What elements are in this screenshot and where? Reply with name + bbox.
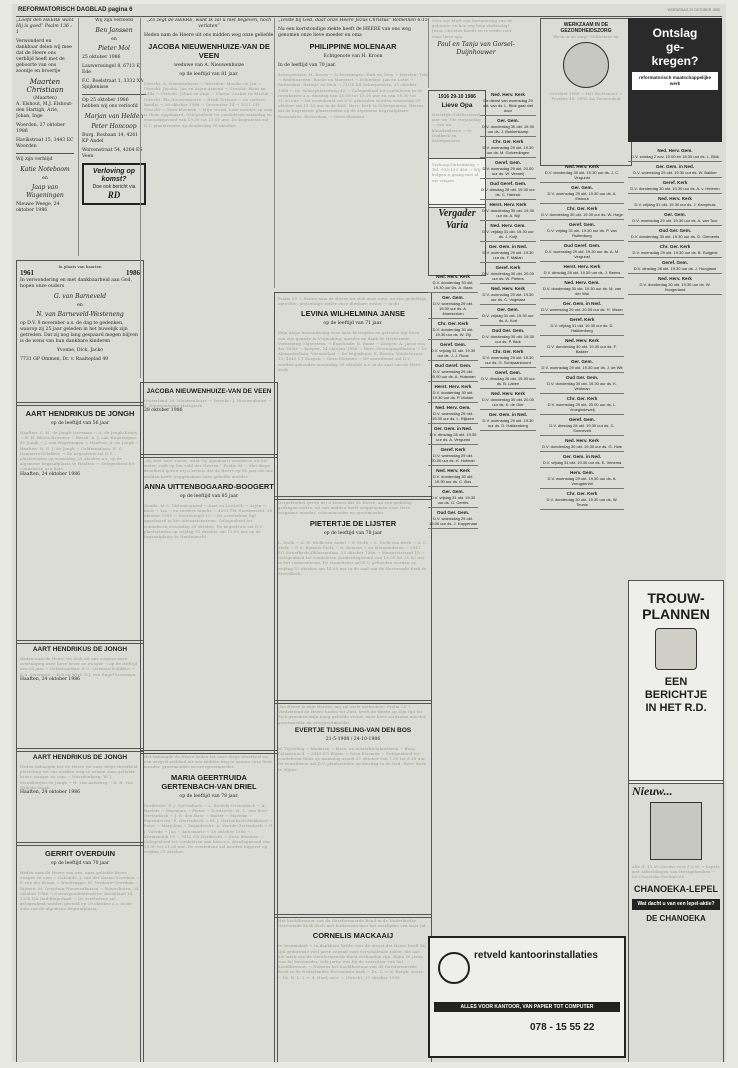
- obituary-cornelis: Het hoofdbestuur van de Gereformeerde Bond in de Nederlandse Hervormde Kerk deelt met leedwezen mee het overlijden van haar lid CORNELIS MACKAAIJ te Veenendaal ¬ In dankbare liefde voor de dienst die Heere heeft bij tijd gedurende veel jaren zegend voor verschillende taken, die aan het werk van de Gereformeerde Bond verbonden zijn. Bijna 20 jaren was hij bestuurder, vele jaren was hij de voorzitter van het hoofdbestuur. ¬ Namens het hoofdbestuur van de Gereformeerde Bond in de Nederlandse Hervormde Kerk ¬ Ds. C. v. d. Bergh, voorz. ¬ Ds. R. L. I. v. d. Hoef, secr. ¬ Utrecht, 27 oktober 1986: [274, 914, 432, 1062]
- obituary-levina-date: op de leeftijd van 71 jaar.: [323, 321, 383, 327]
- thanks-label: Wij zijn verblijd: [16, 157, 53, 162]
- obituary-philippine-text: Na een kortstondige ziekte heeft de HEERE van ons weg genomen onze lieve moeder en oma: [278, 27, 411, 38]
- birth-address: Havikstraat 15, 3443 EC Woerden: [16, 138, 74, 149]
- church-item: Herv. Gem. D.V. woensdag 29 okt. 19.30 uur ds. A. Vreugdenhil: [540, 468, 624, 489]
- varia-logo: Varia: [445, 220, 469, 231]
- church-item: Ned. Herv. Gem. D.V. donderdag 30 okt. 19.30 uur ds. M. van der Wal: [540, 278, 624, 299]
- obituary-aart-1: AART HENDRIKUS DE JONGH op de leeftijd van 56 jaar Haaften: C. M. de Jongh-Liverman ¬ A. de Jongh-Kruijs ¬ R. H. Bloem-Brouwer ¬ Beesd: A. J. van Wageningen-de Jongh ¬ J. van Wageningen ¬ Haaften: A. de Jongh ¬ Haaften: W. G. J. de Jongh ¬ Geldermalsen: E. G. Dammers-Schiffers ¬ De begrafenis zal D.V. plaatsvinden op woensdag 29 oktober a.s. op de algemene begraafplaats te Haaften ¬ Gelegenheid tot condoleren aan huis. Haaften, 24 oktober 1986: [16, 402, 144, 644]
- church-item: Ned. Herv. Kerk D.V. woensdag 29 okt. 19.30 uur ds. C. Vogelaar: [480, 284, 536, 305]
- obituary-lijster-date: op de leeftijd van 78 jaar: [323, 530, 383, 536]
- child-nick: (Maarten): [33, 96, 57, 101]
- engaged-date: 25 oktober 1986: [82, 55, 121, 60]
- wedding-body: op D.V. 8 november a.s. de dag te gedenken, waarop zij 25 jaar geleden in het huwelijk zijn getreden. Dat zij nog lang gespaard mogen blijven is de wens van hun dankbare kinderen: [20, 321, 138, 344]
- family-notice: Voor ons blijft een herinnering van de geboorte en hoe erg hem verkondigt Jezus Christus Kondt en is vrede voor onze lieve opa Paul en Tanja van Gorsel-Duijnhouwer: [428, 18, 520, 88]
- church-item: Geref. Gem. D.V. vrijdag 31 okt. 19.30 uur ds. P. van Ruitenburg: [540, 220, 624, 241]
- engaged-addr-four: Wolvenstraat 54, 4264 ES Veen: [82, 148, 143, 159]
- obituary-gerrit-date: op de leeftijd van 70 jaar: [50, 861, 110, 866]
- obituary-jacoba-2-name: JACOBA NIEUWENHUIZE-VAN DE VEEN: [146, 388, 272, 395]
- wedding-anniversary: [16, 260, 144, 406]
- church-list-d: [628, 146, 722, 576]
- church-item: Ned. Herv. Gem. D.V. zondag 2 nov. 10.00 en 18.30 uur ds. L. Blok: [628, 146, 722, 162]
- church-item: Geref. Gem. D.V. dinsdag 28 okt. 19.30 uur ds. C. Sonnevelt: [540, 415, 624, 436]
- church-item: Ned. Herv. Gem. D.V. vrijdag 31 okt. 19.30 uur ds. J. Kuijt: [480, 221, 536, 242]
- obituary-lijster-name: PIETERTJE DE LIJSTER: [309, 518, 397, 528]
- newspaper-page: [12, 4, 726, 1062]
- church-item: Ger. Gem. D.V. woensdag 29 okt. 19.30 uur ds. A. Elshout: [540, 183, 624, 204]
- verloving-ad: [82, 163, 146, 205]
- church-item: Ned. Herv. Kerk D.V. donderdag 30 okt. 19.30 uur ds. J. C. Vergunst: [540, 162, 624, 183]
- obituary-jacoba-2-date: 28 oktober 1986: [144, 408, 183, 414]
- ontslag-org: reformatorisch maatschappelijke werk: [632, 72, 718, 90]
- obituary-maria: Het behaagde de Heere heden tot onze diepe droefheid na een zorgvol ziekbed uit ons midden weg te nemen onze lieve moeder, grootmoeder en overgrootmoeder. MARIA GEERTRUIDA GERTENBACH-VAN DRIEL op de leeftijd van 78 jaar. Dordrecht: P. J. Gertenbach ¬ L. Roelofs-Gertenbach ¬ A. Roelofs ¬ Marianne ¬ Pieter ¬ Dordrecht: M. C. den Boer-Gertenbach ¬ J. G. den Boer ¬ Walter ¬ Marieke ¬ Papendrecht: E. Gertenbach ¬ M. J. Gertenbach-Makkinen ¬ Peter ¬ Marjolein ¬ Zwijndrecht: A. Voerde-Gertenbach ¬ H. J. Voerde ¬ Jan ¬ Annemarie ¬ 26 oktober 1986 ¬ Kromandijk 19 ¬ 3312 CD Dordrecht ¬ Geen bloemen ¬ Gelegenheid tot condoleren aan huis a.s. dinsdagavond van 19.30 tot 21.00 uur. De overledene zal worden bijgezet op vrijdag 31 oktober.: [140, 750, 278, 1062]
- trouwplannen-line-five: IN HET R.D.: [645, 702, 707, 714]
- church-item: Oud Geref. Gem. D.V. woensdag 29 okt. 19.30 uur ds. A. M. Vergunst: [540, 241, 624, 262]
- page-header-date: WOENSDAG 29 OKTOBER 1986: [667, 8, 720, 12]
- lieve-opa-dates: 1916 29-10 1986: [438, 94, 476, 100]
- obituary-philippine-date: In de leeftijd van 70 jaar.: [278, 63, 337, 68]
- obituary-maria-date: op de leeftijd van 78 jaar.: [179, 793, 239, 799]
- obituary-tijsseling-dates: 21-5-1908 / 24-10-1986: [325, 736, 381, 742]
- church-item: Chr. Ger. Kerk D.V. woensdag 29 okt. 19.30 uur ds. M. Golverdingen: [480, 137, 536, 158]
- birth-announcement: [16, 18, 74, 256]
- obituary-aart-3-name: AART HENDRIKUS DE JONGH: [32, 754, 128, 761]
- obituary-aart-3-place: Haaften, 24 oktober 1986: [20, 790, 81, 796]
- engaged-name-two: Pieter Mol: [98, 45, 130, 52]
- obituary-jacoba-sub: weduwe van A. Nieuwenhuize: [174, 63, 244, 68]
- church-item: Chr. Ger. Kerk D.V. donderdag 30 okt. 19.30 uur ds. W. Teunis: [540, 489, 624, 510]
- engaged-name-three: Marjan van Helden: [84, 113, 144, 120]
- church-item: Ger. Gem. D.V. woensdag 29 okt. 19.30 uur ds. A. van Toor: [628, 210, 722, 226]
- obituary-anna: „Zij zeet hare zonen; want Gij openbaart wonderen uit het water; rijdt op het veld des Heeren.” Psalm 98 ¬ Met diepe droefheid geven wij u kennis dat de Heere op 85 jaar uit ons midden heeft weggenomen onze geliefde moeder. ANNA UITTENBOGAARD-BOOGERT op de leeftijd van 85 jaar Gouda: M.C. Uittenbogaard ¬ Aart en Liesbeth ¬ Arjen ¬ Roos ¬ Lia ¬ en verdere familie ¬ 4201 PM Hardinxveld, 26 oktober 1986 ¬ Noordsingel 12 ¬ De overledene ligt opgebaard in het uitvaartcentrum. Gelegenheid tot condoleren woensdag 29 oktober. De begrafenis zal D.V. plaatsvinden op vrijdag 31 oktober om 11.00 uur op de begraafplaats te Hardinxveld.: [140, 454, 278, 754]
- sibling-one: Katie Noteboom: [20, 166, 70, 173]
- trouwplannen-line-two: PLANNEN: [642, 606, 710, 622]
- church-item: Ned. Herv. Kerk D.V. donderdag 30 okt. 19.30 uur Ds. A. Baas: [428, 272, 478, 293]
- church-item: Chr. Ger. Kerk D.V. woensdag 29 okt. 19.30 uur ds. B. Ruijgrok: [628, 242, 722, 258]
- wedding-text: In verwondering en met dankbaarheid aan God, hopen onze ouders: [20, 278, 132, 289]
- obituary-jacoba-name: JACOBA NIEUWENHUIZE-VAN DE VEEN: [148, 42, 270, 60]
- retveld-brand: retveld kantoorinstallaties: [474, 950, 598, 961]
- family-notice-pair: Paul en Tanja van Gorsel-Duijnhouwer: [437, 40, 515, 56]
- church-item: Ned. Herv. Gem. D.V. woensdag 29 okt. 19.30 uur ds. L. Rijksen: [428, 403, 478, 424]
- obituary-maria-name: MARIA GEERTRUIDA GERTENBACH-VAN DRIEL: [161, 772, 257, 791]
- church-item: Oud Geref. Gem. D.V. dinsdag 28 okt. 19.30 uur ds. C. Harinck: [480, 179, 536, 200]
- obituary-jacoba-text: Heden nam de Heere uit ons midden weg onze geliefde: [144, 33, 274, 38]
- nieuw-label: Nieuw...: [632, 784, 673, 798]
- church-item: Ger. Gem. in Ned. D.V. woensdag 29 okt. 19.30 uur ds. W. Bakker: [628, 162, 722, 178]
- rd-logo: RD: [107, 190, 121, 200]
- spoon-icon: [650, 802, 702, 860]
- lieve-opa-title: Lieve Opa: [441, 102, 473, 109]
- obituary-philippine-quote: „Tevde bij God, daar onze Heere Jezus Christus” Romeinen 6:15: [278, 18, 428, 23]
- church-item: Herst. Herv. Kerk D.V. donderdag 30 okt. 19.30 uur ds. P. Mulder: [428, 382, 478, 403]
- trouwplannen-line-three: EEN: [664, 676, 688, 688]
- obituary-aart-1-date: op de leeftijd van 56 jaar: [50, 421, 110, 426]
- church-item: Geref. Gem. D.V. dinsdag 28 okt. 19.30 uur ds. J. Hoogland: [628, 258, 722, 274]
- church-item: Ned. Herv. Kerk D.V. donderdag 30 okt. 20.00 uur ds. K. de Gier: [480, 389, 536, 410]
- church-item: Oud Ger. Gem. D.V. donderdag 30 okt. 19.30 uur ds. P. Blok: [480, 326, 536, 347]
- obituary-aart-2-place: Haaften, 24 oktober 1986: [20, 676, 81, 682]
- sibling-en: en: [42, 176, 48, 181]
- obituary-tijsseling-name: EVERTJE TIJSSELING-VAN DEN BOS: [294, 726, 412, 734]
- lieve-opa-ad: 1916 29-10 1986 Lieve Opa Hartelijk Gefeliciteerd met uw 70e verjaardag ¬ van uw kleinkinderen ¬ te Oudkerk en Scherpenisse: [428, 90, 486, 162]
- church-item: Geref. Kerk D.V. woensdag 29 okt. 20.00 uur ds. H. Hofman: [428, 445, 478, 466]
- church-item: Oud Geref. Gem. D.V. woensdag 29 okt. 20.00 uur ds. A. Huisman: [428, 361, 478, 382]
- church-item: Chr. Ger. Kerk D.V. donderdag 30 okt. 19.30 uur ds. W. Hage: [540, 204, 624, 220]
- ontslag-line-two: ge-: [666, 40, 684, 54]
- obituary-jacoba-2: JACOBA NIEUWENHUIZE-VAN DE VEEN Oosterland: M. Nieuwenhuize ¬ Yerseke: J. Nieuwenhuize ¬ T. Nieuwenhuize-Mattijssen 28 oktober 1986: [140, 382, 278, 458]
- retveld-logo-icon: [438, 952, 470, 984]
- vergader-logo: Vergader: [438, 208, 476, 219]
- engaged-announce: Op 25 oktober 1986 hebben wij ons verloofd: [82, 98, 138, 109]
- church-item: Ger. Gem. in Ned. D.V. dinsdag 28 okt. 19.30 uur ds. A. Vergunst: [428, 424, 478, 445]
- child-name: Maarten Christiaan: [26, 78, 64, 94]
- obituary-philippine-name: PHILIPPINE MOLENAAR: [309, 42, 397, 51]
- obituary-aart-1-name: AART HENDRIKUS DE JONGH: [25, 409, 135, 418]
- church-item: Ned. Herv. Kerk D.V. donderdag 30 okt. 19.30 uur ds. C. Bos: [428, 466, 478, 487]
- wedding-year-one: 1961: [20, 269, 34, 277]
- obituary-aart-2-name: AART HENDRIKUS DE JONGH: [32, 646, 128, 653]
- page-header: [16, 6, 722, 17]
- birth-place-date: Woerden, 27 oktober 1986: [16, 123, 65, 134]
- obituary-gerrit-name: GERRIT OVERDUIN: [44, 849, 115, 858]
- engaged-name-one: Ben Janssen: [95, 27, 133, 34]
- wedding-en: en: [77, 303, 83, 308]
- church-item: Ger. Gem. in Ned. D.V. woensdag 29 okt. 20.00 uur ds. H. Visser: [540, 299, 624, 315]
- verloving-ad-title: Verloving op komst?: [92, 168, 136, 183]
- verloving-ad-sub: Doe ook bericht via: [92, 184, 136, 190]
- wedding-address: 7731 GP Ommen, Dr. v. Raalteplad 49: [20, 357, 109, 362]
- ontslag-line-three: kregen?: [651, 54, 699, 68]
- church-item: Chr. Ger. Kerk D.V. donderdag 30 okt. 19.30 uur ds. W. Zijl: [428, 319, 478, 340]
- church-item: Oud Ger. Gem. D.V. woensdag 29 okt. 19.30 uur ds. J. Koppenaal: [428, 508, 478, 529]
- obituary-levina-name: LEVINA WILHELMINA JANSE: [300, 309, 406, 319]
- church-item: Chr. Ger. Kerk D.V. woensdag 29 okt. 19.30 uur ds. G. Schipaanboord: [480, 347, 536, 368]
- trouwplannen-ad: [628, 580, 724, 784]
- wedding-children: Yvonne, Dick, Jacko: [56, 348, 104, 353]
- obituary-jacoba-date: op de leeftijd van 81 jaar.: [179, 72, 239, 77]
- nieuw-chanoeka-ad: Nieuw... Alle d. 12,50 slechts voor ƒ 9,95 ¬ Lepels met afbeeldingen van feestgebruiken ¬ De Chanoeka Postbus 65 CHANOEKA-LEPEL Wat dacht u van een lepel-aktie? DE CHANOEKA: [628, 780, 724, 1062]
- chanoeka-brand: DE CHANOEKA: [646, 913, 706, 923]
- page-header-title: REFORMATORISCH DAGBLAD pagina 6: [18, 7, 133, 13]
- church-item: Geref. Kerk D.V. vrijdag 31 okt. 19.30 uur ds. D. Hakkenberg: [540, 315, 624, 336]
- sibling-address: Nieuwe Weege, 24 oktober 1986: [16, 202, 60, 213]
- vergader-varia-ad: [428, 204, 486, 276]
- engaged-line: Wij zijn verloofd: [95, 18, 133, 23]
- retveld-phone: 078 - 15 55 22: [530, 1022, 595, 1033]
- church-list-b: [480, 90, 536, 932]
- church-item: Ned. Herv. Kerk D.V. donderdag 30 okt. 19.30 uur ds. W. Hoogerland: [628, 274, 722, 295]
- engagement-announcements: [78, 18, 146, 256]
- gezondheidszorg-sub: Werk in de zorg? Solliciteer en: [553, 34, 619, 39]
- obituary-philippine-sub: Echtgenote van H. Kroon: [323, 54, 383, 59]
- gezondheidszorg-ad: WERKZAAM IN DE GEZONDHEIDSZORG Werk in de zorg? Solliciteer en Overleef 1986 ¬ Het Richtsnoer ¬ Postbus 48, 3900 AA Veenendaal: [540, 18, 632, 166]
- obituary-aart-3: AART HENDRIKUS DE JONGH Heden behaagde het de Heere tot onze diepe droefheid plotseling wit ons midden weg te nemen onze geliefde broer, zwager en oom ¬ Waardenburg: W. J. Steenbergen-de Jongh ¬ H. van Aalsburg ¬ A. H. van Wijk-de Jongh. Haaften, 24 oktober 1986: [16, 748, 144, 846]
- wedding-label: In plaats van kaarten: [58, 264, 102, 269]
- church-item: Geref. Gem. D.V. vrijdag 31 okt. 19.30 uur ds. J. J. Roos: [428, 340, 478, 361]
- obituary-aart-2: AART HENDRIKUS DE JONGH Heden nam de Heere tot Zich uit ons volgens onze overtuiging onze lieve broer en zwager ¬ op de leeftijd van 56 jaar ¬ Geldermalsen: E.G. Liveman-Schiffers ¬ D.A. Liverman ¬ Eck en Wiel: D.J. van Engel-Liverman. Haaften, 24 oktober 1986: [16, 640, 144, 752]
- church-item: Ger. Gem. D.V. woensdag 29 okt. 19.30 uur ds. J. de Wit: [540, 357, 624, 373]
- church-item: Ger. Gem. in Ned. D.V. woensdag 29 okt. 19.30 uur ds. F. Mallan: [480, 242, 536, 263]
- obituary-gerrit: GERRIT OVERDUIN op de leeftijd van 70 jaar Heden nam de Heere van ons, onze geliefde broer, zwager en oom ¬ Catsinde: J. van der Kraan-Overduin ¬ P. van der Kraan ¬ Woubrugge: M. Verdouw-Overduin ¬ Rijssen: M. Overduin-Nieuwenhuizen ¬ Voorschoten, 24 oktober 1986 ¬ Correspondentieadres: Broekland 14, 3358 NA Oud-Beijerland ¬ De overledene zal gelegenheid worden gesteld op 29 oktober a.s. in de aula van de algemene begraafplaats.: [16, 842, 144, 1062]
- church-item: Ger. Gem. in Ned. D.V. vrijdag 31 okt. 19.30 uur ds. E. Venema: [540, 452, 624, 468]
- church-item: Geref. Gem. D.V. dinsdag 28 okt. 19.30 uur ds. B. Labee: [480, 368, 536, 389]
- engaged-addr-one: Lauwerssingel 8, 6713 EJ Ede: [82, 64, 142, 75]
- church-item: Herst. Herv. Kerk D.V. donderdag 30 okt. 19.30 uur ds. A. Bijl: [480, 200, 536, 221]
- chanoeka-product: CHANOEKA-LEPEL: [633, 883, 718, 894]
- family-names: A. Elshout, M.J. Elshout-den Hartigh, Arie, Johan, Inge: [16, 102, 73, 119]
- obituary-aart-1-place: Haaften, 24 oktober 1986: [20, 471, 81, 477]
- ontslag-ad: [628, 18, 722, 142]
- chanoeka-question: Wat dacht u van een lepel-aktie?: [632, 899, 720, 910]
- trouwplannen-line-four: BERICHTJE: [644, 689, 708, 701]
- wedding-bride: N. van Barneveld-Westeneng: [36, 311, 124, 318]
- church-item: Ned. Herv. Kerk D.V. vrijdag 31 okt. 19.30 uur ds. J. Kamphuis: [628, 194, 722, 210]
- gezondheidszorg-title: WERKZAAM IN DE GEZONDHEIDSZORG: [560, 22, 612, 34]
- obituary-jacoba: „Zo zegt de HEERE, want Ik zal u niet begeven, noch verlaten” Heden nam de Heere uit ons midden weg onze geliefde JACOBA NIEUWENHUIZE-VAN DE VEEN weduwe van A. Nieuwenhuize op de leeftijd van 81 jaar. Utrecht: A. Nieuwenhuize ¬ Woerden: Maaike en Jan ¬ Utrecht: Jacoba, Jan en Arjen-Arnoud ¬ Utrecht: Wout en Adda ¬ Utrecht: Johan en Anje ¬ Vlaren: Loekie en Martin ¬ Utrecht: Els Nieuwenhuize ¬ Henk Torlouw ¬ en verdere familie ¬ 26 oktober 1986 ¬ Overwater 14 ¬ 3521 CH Utrecht ¬ Geen bloemen ¬ Mijn vrouw, onze moeder en oma is thuis opgebaard. Gelegenheid tot condoleren maandag en woensdagavond van 19.30 tot 21.00 uur. De begrafenis zal D.V. plaatsvinden op donderdag 30 oktober.: [140, 18, 274, 378]
- church-item: Ger. Gem. D.V. vrijdag 31 okt. 19.30 uur ds. G. Gerrits: [428, 487, 478, 508]
- retveld-ad: [428, 936, 626, 1058]
- church-item: Geref. Kerk D.V. donderdag 30 okt. 20.00 uur ds. W. Pieters: [480, 263, 536, 284]
- trouwplannen-line-one: TROUW-: [647, 590, 705, 606]
- church-item: Geref. Gem. D.V. woensdag 29 okt. 20.00 uur ds. W. Verweij: [480, 158, 536, 179]
- promo-box: Verkoop/Ontruiming ¬ Tel. 030-123 456 ¬ Wij helpen u graag met al uw vragen: [428, 158, 486, 208]
- church-item: Ger. Gem. D.V. donderdag 30 okt. 19.30 uur ds. J. Bokkenkamp: [480, 116, 536, 137]
- obituary-anna-name: ANNA UITTENBOGAARD-BOOGERT: [144, 481, 274, 491]
- church-item: Ned. Herv. Kerk D.V. donderdag 30 okt. 19.30 uur ds. G. Huls: [540, 436, 624, 452]
- birth-text: Verwonderd en dankbaar delen wij mee dat de Heere ons verblijd heeft met de geboorte van ons zoontje en broertje: [16, 39, 72, 74]
- church-item: Ger. Gem. D.V. vrijdag 31 okt. 19.30 uur ds. A. Kort: [480, 305, 536, 326]
- ontslag-line-one: Ontslag: [652, 26, 698, 40]
- wedding-groom: G. van Barneveld: [53, 293, 107, 300]
- church-item: Geref. Kerk D.V. donderdag 30 okt. 19.30 uur ds. A. v. Heteren: [628, 178, 722, 194]
- sibling-two: Jaap van Wageningen: [26, 184, 64, 199]
- wedding-year-two: 1986: [126, 269, 140, 277]
- obituary-cornelis-name: CORNELIS MACKAAIJ: [312, 931, 394, 941]
- obituary-jacoba-quote: „Zo zegt de HEERE, want Ik zal u niet begeven, noch verlaten”: [146, 18, 272, 29]
- church-list-c: [540, 162, 624, 932]
- retveld-slogan: ALLES VOOR KANTOOR, VAN PAPIER TOT COMPUTER: [434, 1002, 620, 1012]
- obituary-anna-date: op de leeftijd van 85 jaar: [179, 493, 239, 499]
- obituary-philippine: „Tevde bij God, daar onze Heere Jezus Christus” Romeinen 6:15 Na een kortstondige ziekte heeft de HEERE van ons weg genomen onze lieve moeder en oma PHILIPPINE MOLENAAR Echtgenote van H. Kroon In de leeftijd van 70 jaar. Scherpenisse: H. Kroon ¬ Scheveningen: Dirk en Trea ¬ Heerlen: Tom ¬ Waddinxveen: Roelie en Margriet ¬ Schiedam: Jan en Lotte ¬ Rotterdam: Heintje en Dick ¬ 21/26 XX Scherpenisse, 25 oktober 1986 ¬ Dr. Scherpenisseweg 40 ¬ Gelegenheid tot condoleren in de rouwkamer a.s. dinsdag van 14.00 tot 15.00 uur en van 19.30 tot 21.00 uur ¬ De rouwdienst zal D.V. gehouden worden woensdag 29 oktober om 13.30 uur in de Ned. Herv. Kerk te Scherpenisse. Hierna zal de begrafenis plaatsvinden op de algemene begraafplaats. Rouwadres: Rotterdam. ¬ Geen bloemen.: [274, 18, 428, 288]
- engaged-addr-two: F.C. Boelstraat 1, 3332 XA Spijkenisse: [82, 79, 144, 90]
- engaged-name-four: Peter Honcoop: [91, 123, 137, 130]
- church-item: Oud Ger. Gem. D.V. donderdag 30 okt. 19.30 uur ds. K. Veldman: [540, 373, 624, 394]
- church-item: Ned. Herv. Kerk De dienst van woensdag 29 okt. van ds. L. Blok gaat niet door: [480, 90, 536, 116]
- engaged-en: en: [111, 37, 117, 42]
- church-item: Ger. Gem. in Ned. D.V. woensdag 29 okt. 19.30 uur ds. D. Hakkenberg: [480, 410, 536, 431]
- church-item: Ger. Gem. D.V. woensdag 29 okt. 19.30 uur ds. A. Moerkerken: [428, 293, 478, 319]
- church-list-a: [428, 272, 478, 932]
- obituary-lijster: Dorpelverkel geven wij u kennis dat de Heere, na een geduldig gedragen ziekte, uit ons midden heeft weggenomen onze lieve zorgzame moeder, schoonmoeder en grootmoeder PIETERTJE DE LIJSTER op de leeftijd van 78 jaar L. Stolk ¬ A. H. Stolk-van Andel ¬ P. Stolk ¬ L. Stolk-van Beek ¬ A. C. Stolk ¬ P. A. Romein-Stolk ¬ N. Romein ¬ en kleinkinderen ¬ 2941 EG Streefkerk-Alblasserdam, 25 oktober 1986 ¬ Margrietstraat 10 ¬ Gelegenheid tot condoleren donderdagavond van 19.00 tot 21.00 uur in het rouwcentrum. De rouwdienst zal D.V. gehouden worden op vrijdag 31 oktober om 14.00 uur in de zaal van de Hervormde Kerk te Streefkerk.: [274, 496, 432, 704]
- church-item: Chr. Ger. Kerk D.V. woensdag 29 okt. 20.00 uur ds. L. Vroegindeweij: [540, 394, 624, 415]
- obituary-levina: Psalm 50 ¬ Heden nam de Heere tot zich onze enig, na een geduldige, oprechte, plotselinge ziekte onze dierbare zuster ¬ nicht LEVINA WILHELMINA JANSE op de leeftijd van 71 jaar. Mijn diepe bewondering voor haar bestrijden en getrouw ligt heen van zijn genade in Vrijmaking, moeder en dank de Hervormde Vereniging Ulgeestein. ¬ Baarlonde: R. Bame ¬ Koepen: A. Janse-van der Velde ¬ Koepen, 24 oktober 1986 ¬ Herv. Verenigingshuizen ¬ Dr. Alexanderlaan, Veenendaal ¬ De begrafenis: E. Bester, Vondelstraat 15, 4840 CT Koepen ¬ Geen bloemen ¬ De rouwdienst zal D.V. worden gehouden woensdag 29 oktober a.s. in de zaal van de Herv. Kerk.: [274, 292, 432, 500]
- obituary-tijsseling: „De Heere is mijn Herder, mij zal niets ontbreken” Psalm 23 ¬ Verdrietend de Heere heden tot Zich, heeft de Heere op Zijn tijd tot Zich genomen mijn innig geliefde vrouw, onze lieve zorgzame moeder, grootmoeder en overgrootmoeder EVERTJE TIJSSELING-VAN DEN BOS 21-5-1908 / 24-10-1986 W. Tijsseling ¬ kinderen ¬ klein- en achterkleinkinderen ¬ Burg. Palmstraat 4 ¬ 3849 EG Wijnis ¬ Geen bloemen ¬ Gelegenheid tot condoleren thuis op maandag avond 27 oktober van 7.30 tot 8.30 uur. De rouwdienst zal D.V. plaatsvinden op dinsdag in de Ned. Herv. Kerk te Wijnis.: [274, 700, 432, 918]
- church-item: Herst. Herv. Kerk D.V. dinsdag 28 okt. 19.30 uur ds. J. Beens: [540, 262, 624, 278]
- church-item: Ned. Herv. Kerk D.V. donderdag 30 okt. 19.30 uur ds. F. Bakker: [540, 336, 624, 357]
- rings-icon: [655, 628, 697, 670]
- church-item: Oud Ger. Gem. D.V. donderdag 30 okt. 19.30 uur ds. G. Clements: [628, 226, 722, 242]
- engaged-addr-three: Burg. Bosbaan 14, 4261 KP Andel: [82, 133, 139, 144]
- emblem-icon: [563, 42, 609, 88]
- birth-quote: „Loofd den HEERE want Hij is goed” Psalm 136 : 1: [16, 18, 74, 35]
